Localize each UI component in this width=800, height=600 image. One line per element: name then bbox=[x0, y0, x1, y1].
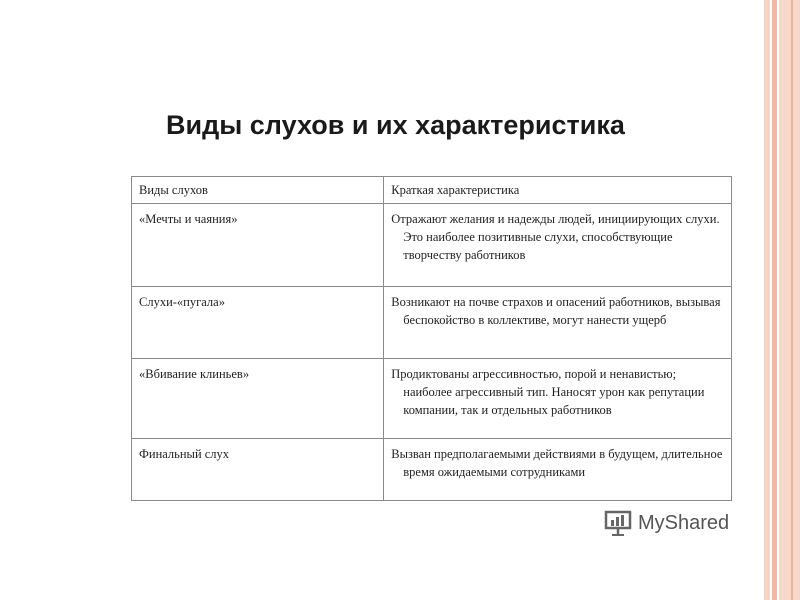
rumor-description-cell bbox=[384, 439, 732, 501]
rumor-type-cell: «Мечты и чаяния» bbox=[132, 204, 384, 287]
rumor-description: Отражают желания и надежды людей, инициирующих слухи. Это наиболее позитивные слухи, способствующие творчеству работников bbox=[391, 212, 720, 262]
header-cell-description: Краткая характеристика bbox=[384, 177, 732, 204]
table-row bbox=[132, 204, 732, 287]
header-cell-types: Виды слухов bbox=[132, 177, 384, 204]
myshared-watermark[interactable] bbox=[604, 510, 729, 536]
rumor-description-cell bbox=[384, 204, 732, 287]
table-header-row bbox=[132, 177, 732, 204]
rumor-type-cell: Слухи-«пугала» bbox=[132, 287, 384, 359]
rumor-description-cell bbox=[384, 287, 732, 359]
rumor-description: Возникают на почве страхов и опасений работников, вызывая беспокойство в коллективе, могут нанести ущерб bbox=[391, 295, 721, 327]
decorative-stripe bbox=[779, 0, 800, 600]
rumor-type-cell: Финальный слух bbox=[132, 439, 384, 501]
table-row bbox=[132, 287, 732, 359]
presentation-board-icon bbox=[604, 510, 632, 536]
decorative-stripe bbox=[764, 0, 770, 600]
rumor-description-cell bbox=[384, 359, 732, 439]
slide-title: Виды слухов и их характеристика bbox=[166, 110, 625, 140]
decorative-stripe bbox=[772, 0, 777, 600]
table-row bbox=[132, 359, 732, 439]
rumor-type-cell: «Вбивание клиньев» bbox=[132, 359, 384, 439]
rumor-description: Продиктованы агрессивностью, порой и ненавистью; наиболее агрессивный тип. Наносят урон как репутации компании, так и отдельных работников bbox=[391, 367, 705, 417]
rumor-description: Вызван предполагаемыми действиями в будущем, длительное время ожидаемыми сотрудниками bbox=[391, 447, 723, 479]
rumor-types-table bbox=[131, 176, 732, 501]
table-row bbox=[132, 439, 732, 501]
watermark-text: MyShared bbox=[638, 511, 730, 534]
decorative-stripe bbox=[791, 0, 793, 600]
